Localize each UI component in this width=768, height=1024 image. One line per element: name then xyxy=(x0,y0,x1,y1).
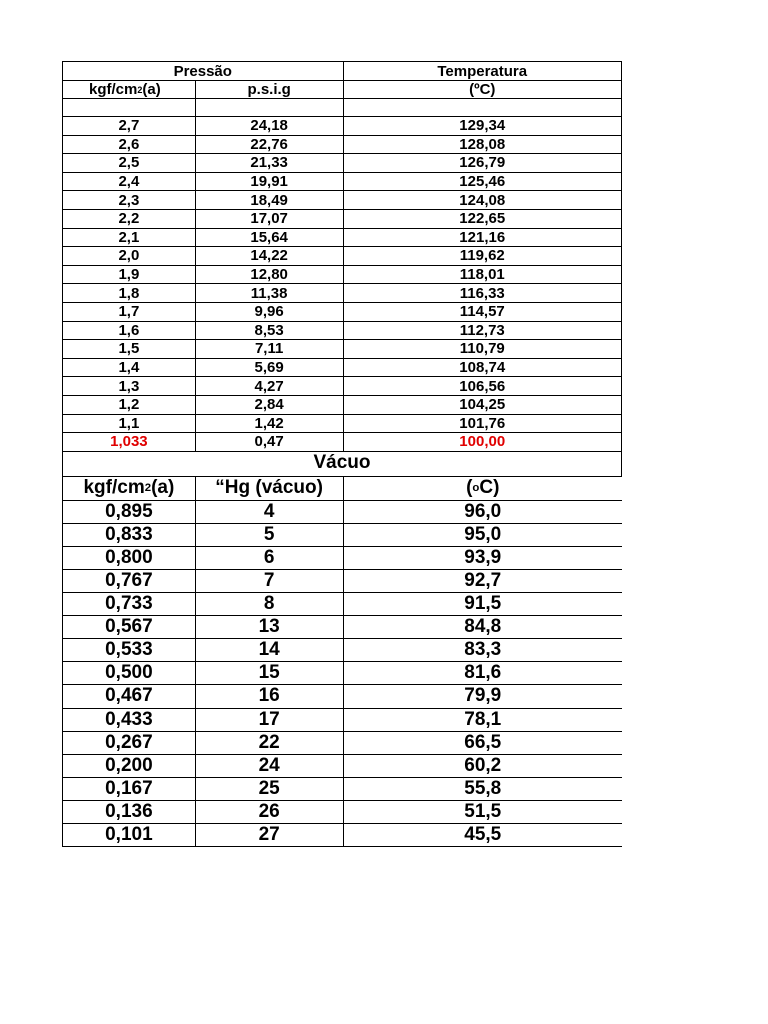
vacuum-kgf-text: kgf/cm xyxy=(83,477,145,499)
vacuum-hg-value: 8 xyxy=(196,593,344,616)
psig-value: 5,69 xyxy=(196,359,344,378)
vacuum-temp-header: ( o C) xyxy=(344,477,623,501)
temperature-value: 108,74 xyxy=(344,359,623,378)
pressure-table-row xyxy=(63,210,622,229)
vacuum-hg-value: 6 xyxy=(196,547,344,570)
vacuum-hg-value: 16 xyxy=(196,685,344,708)
temperature-value: 106,56 xyxy=(344,377,623,396)
vacuum-kgf-suffix: (a) xyxy=(151,477,175,499)
kgf-value: 1,1 xyxy=(63,415,196,434)
pressure-table-row xyxy=(63,284,622,303)
vacuum-temperature-value: 81,6 xyxy=(344,662,623,685)
kgf-value: 2,2 xyxy=(63,210,196,229)
vacuum-table-row xyxy=(63,662,622,685)
psig-value: 19,91 xyxy=(196,173,344,192)
psig-value: 12,80 xyxy=(196,266,344,285)
vacuum-temperature-value: 51,5 xyxy=(344,801,623,824)
kgf-value: 1,033 xyxy=(63,433,196,452)
vacuum-temperature-value: 83,3 xyxy=(344,639,623,662)
blank-cell xyxy=(196,99,344,117)
vacuum-table-row xyxy=(63,593,622,616)
temperature-value: 112,73 xyxy=(344,322,623,341)
psig-value: 24,18 xyxy=(196,117,344,136)
vacuum-kgf-value: 0,800 xyxy=(63,547,196,570)
temperature-value: 125,46 xyxy=(344,173,623,192)
psig-value: 14,22 xyxy=(196,247,344,266)
psig-value: 9,96 xyxy=(196,303,344,322)
vacuum-table-row xyxy=(63,501,622,524)
blank-cell xyxy=(344,99,623,117)
psig-value: 2,84 xyxy=(196,396,344,415)
psig-value: 11,38 xyxy=(196,284,344,303)
vacuum-kgf-value: 0,136 xyxy=(63,801,196,824)
vacuum-temperature-value: 55,8 xyxy=(344,778,623,801)
pressure-header: Pressão xyxy=(63,62,344,81)
kgf-value: 1,2 xyxy=(63,396,196,415)
vacuum-hg-value: 27 xyxy=(196,824,344,847)
kgf-value: 2,0 xyxy=(63,247,196,266)
vacuum-kgf-value: 0,433 xyxy=(63,709,196,732)
vacuum-kgf-value: 0,200 xyxy=(63,755,196,778)
vacuum-table-row xyxy=(63,685,622,708)
pressure-table-row xyxy=(63,359,622,378)
kgf-value: 2,6 xyxy=(63,136,196,155)
temperature-value: 122,65 xyxy=(344,210,623,229)
psig-value: 1,42 xyxy=(196,415,344,434)
blank-cell xyxy=(63,99,196,117)
vacuum-hg-value: 7 xyxy=(196,570,344,593)
vacuum-table-row xyxy=(63,732,622,755)
vacuum-table-row xyxy=(63,755,622,778)
vacuum-temperature-value: 45,5 xyxy=(344,824,623,847)
kgf-value: 1,4 xyxy=(63,359,196,378)
kgf-value: 1,9 xyxy=(63,266,196,285)
vacuum-temperature-value: 78,1 xyxy=(344,709,623,732)
vacuum-title: Vácuo xyxy=(313,452,371,474)
vacuum-title-row xyxy=(62,452,622,477)
temperature-value: 129,34 xyxy=(344,117,623,136)
units-row xyxy=(63,81,622,99)
blank-row xyxy=(63,99,622,117)
psig-value: 18,49 xyxy=(196,191,344,210)
temperature-value: 100,00 xyxy=(344,433,623,452)
vacuum-table-row xyxy=(63,547,622,570)
vacuum-temp-open: ( xyxy=(466,477,473,499)
vacuum-table-row xyxy=(63,616,622,639)
vacuum-hg-value: 4 xyxy=(196,501,344,524)
vacuum-table-row xyxy=(63,801,622,824)
pressure-table-row xyxy=(63,117,622,136)
kgf-value: 1,3 xyxy=(63,377,196,396)
pressure-table-row xyxy=(63,229,622,248)
temperature-value: 116,33 xyxy=(344,284,623,303)
vacuum-temperature-value: 60,2 xyxy=(344,755,623,778)
vacuum-temp-unit: C) xyxy=(479,477,500,499)
vacuum-hg-value: 13 xyxy=(196,616,344,639)
psig-value: 17,07 xyxy=(196,210,344,229)
kgf-unit-text: kgf/cm xyxy=(89,81,138,98)
pressure-table-row xyxy=(63,266,622,285)
kgf-value: 1,7 xyxy=(63,303,196,322)
temperature-value: 101,76 xyxy=(344,415,623,434)
kgf-value: 2,3 xyxy=(63,191,196,210)
vacuum-kgf-value: 0,533 xyxy=(63,639,196,662)
vacuum-header-row xyxy=(63,477,622,501)
vacuum-table-row xyxy=(63,824,622,847)
psig-value: 4,27 xyxy=(196,377,344,396)
temperature-value: 118,01 xyxy=(344,266,623,285)
kgf-value: 2,7 xyxy=(63,117,196,136)
vacuum-hg-value: 25 xyxy=(196,778,344,801)
psig-value: 8,53 xyxy=(196,322,344,341)
pressure-table-row xyxy=(63,173,622,192)
vacuum-table-row xyxy=(63,778,622,801)
psig-value: 21,33 xyxy=(196,154,344,173)
pressure-table-row xyxy=(63,433,622,452)
kgf-value: 1,8 xyxy=(63,284,196,303)
pressure-table-row xyxy=(63,322,622,341)
celsius-unit-header: (ºC) xyxy=(344,81,622,99)
vacuum-rows xyxy=(63,501,622,847)
temperature-value: 124,08 xyxy=(344,191,623,210)
vacuum-temperature-value: 84,8 xyxy=(344,616,623,639)
psig-value: 0,47 xyxy=(196,433,344,452)
vacuum-hg-value: 5 xyxy=(196,524,344,547)
vacuum-kgf-value: 0,467 xyxy=(63,685,196,708)
psig-value: 15,64 xyxy=(196,229,344,248)
kgf-value: 2,4 xyxy=(63,173,196,192)
vacuum-table-row xyxy=(63,709,622,732)
temperature-value: 119,62 xyxy=(344,247,623,266)
vacuum-hg-value: 22 xyxy=(196,732,344,755)
vacuum-hg-value: 14 xyxy=(196,639,344,662)
pressure-header-row xyxy=(63,62,622,81)
vacuum-table-row xyxy=(63,524,622,547)
pressure-table-row xyxy=(63,247,622,266)
vacuum-hg-value: 15 xyxy=(196,662,344,685)
kgf-value: 2,1 xyxy=(63,229,196,248)
pressure-rows xyxy=(63,117,622,452)
kgf-value: 1,5 xyxy=(63,340,196,359)
vacuum-temperature-value: 96,0 xyxy=(344,501,623,524)
vacuum-kgf-value: 0,167 xyxy=(63,778,196,801)
pressure-table-row xyxy=(63,415,622,434)
temperature-value: 121,16 xyxy=(344,229,623,248)
vacuum-temperature-value: 91,5 xyxy=(344,593,623,616)
temperature-value: 128,08 xyxy=(344,136,623,155)
temperature-value: 126,79 xyxy=(344,154,623,173)
kgf-value: 1,6 xyxy=(63,322,196,341)
vacuum-kgf-value: 0,567 xyxy=(63,616,196,639)
kgf-value: 2,5 xyxy=(63,154,196,173)
vacuum-kgf-value: 0,500 xyxy=(63,662,196,685)
vacuum-kgf-value: 0,101 xyxy=(63,824,196,847)
vacuum-table xyxy=(62,477,622,847)
temperature-value: 110,79 xyxy=(344,340,623,359)
vacuum-hg-header: “Hg (vácuo) xyxy=(196,477,344,501)
pressure-table-row xyxy=(63,136,622,155)
pressure-table-row xyxy=(63,377,622,396)
temperature-value: 114,57 xyxy=(344,303,623,322)
vacuum-table-row xyxy=(63,639,622,662)
vacuum-hg-value: 17 xyxy=(196,709,344,732)
temperature-header: Temperatura xyxy=(344,62,623,81)
vacuum-temperature-value: 95,0 xyxy=(344,524,623,547)
psig-value: 22,76 xyxy=(196,136,344,155)
vacuum-kgf-value: 0,767 xyxy=(63,570,196,593)
psig-unit-header: p.s.i.g xyxy=(196,81,344,99)
vacuum-kgf-value: 0,895 xyxy=(63,501,196,524)
vacuum-temperature-value: 93,9 xyxy=(344,547,623,570)
pressure-table xyxy=(62,61,622,452)
vacuum-hg-value: 26 xyxy=(196,801,344,824)
vacuum-kgf-value: 0,733 xyxy=(63,593,196,616)
vacuum-temperature-value: 92,7 xyxy=(344,570,623,593)
pressure-table-row xyxy=(63,303,622,322)
pressure-table-row xyxy=(63,191,622,210)
vacuum-hg-value: 24 xyxy=(196,755,344,778)
kgf-unit-suffix: (a) xyxy=(142,81,161,98)
vacuum-table-row xyxy=(63,570,622,593)
pressure-table-row xyxy=(63,340,622,359)
temperature-value: 104,25 xyxy=(344,396,623,415)
psig-value: 7,11 xyxy=(196,340,344,359)
vacuum-kgf-header: kgf/cm 2 (a) xyxy=(63,477,196,501)
kgf-unit-header: kgf/cm 2 (a) xyxy=(63,81,196,99)
vacuum-temperature-value: 66,5 xyxy=(344,732,623,755)
vacuum-kgf-value: 0,833 xyxy=(63,524,196,547)
pressure-table-row xyxy=(63,396,622,415)
pressure-table-row xyxy=(63,154,622,173)
vacuum-temperature-value: 79,9 xyxy=(344,685,623,708)
vacuum-kgf-value: 0,267 xyxy=(63,732,196,755)
steam-table-sheet xyxy=(62,61,622,847)
